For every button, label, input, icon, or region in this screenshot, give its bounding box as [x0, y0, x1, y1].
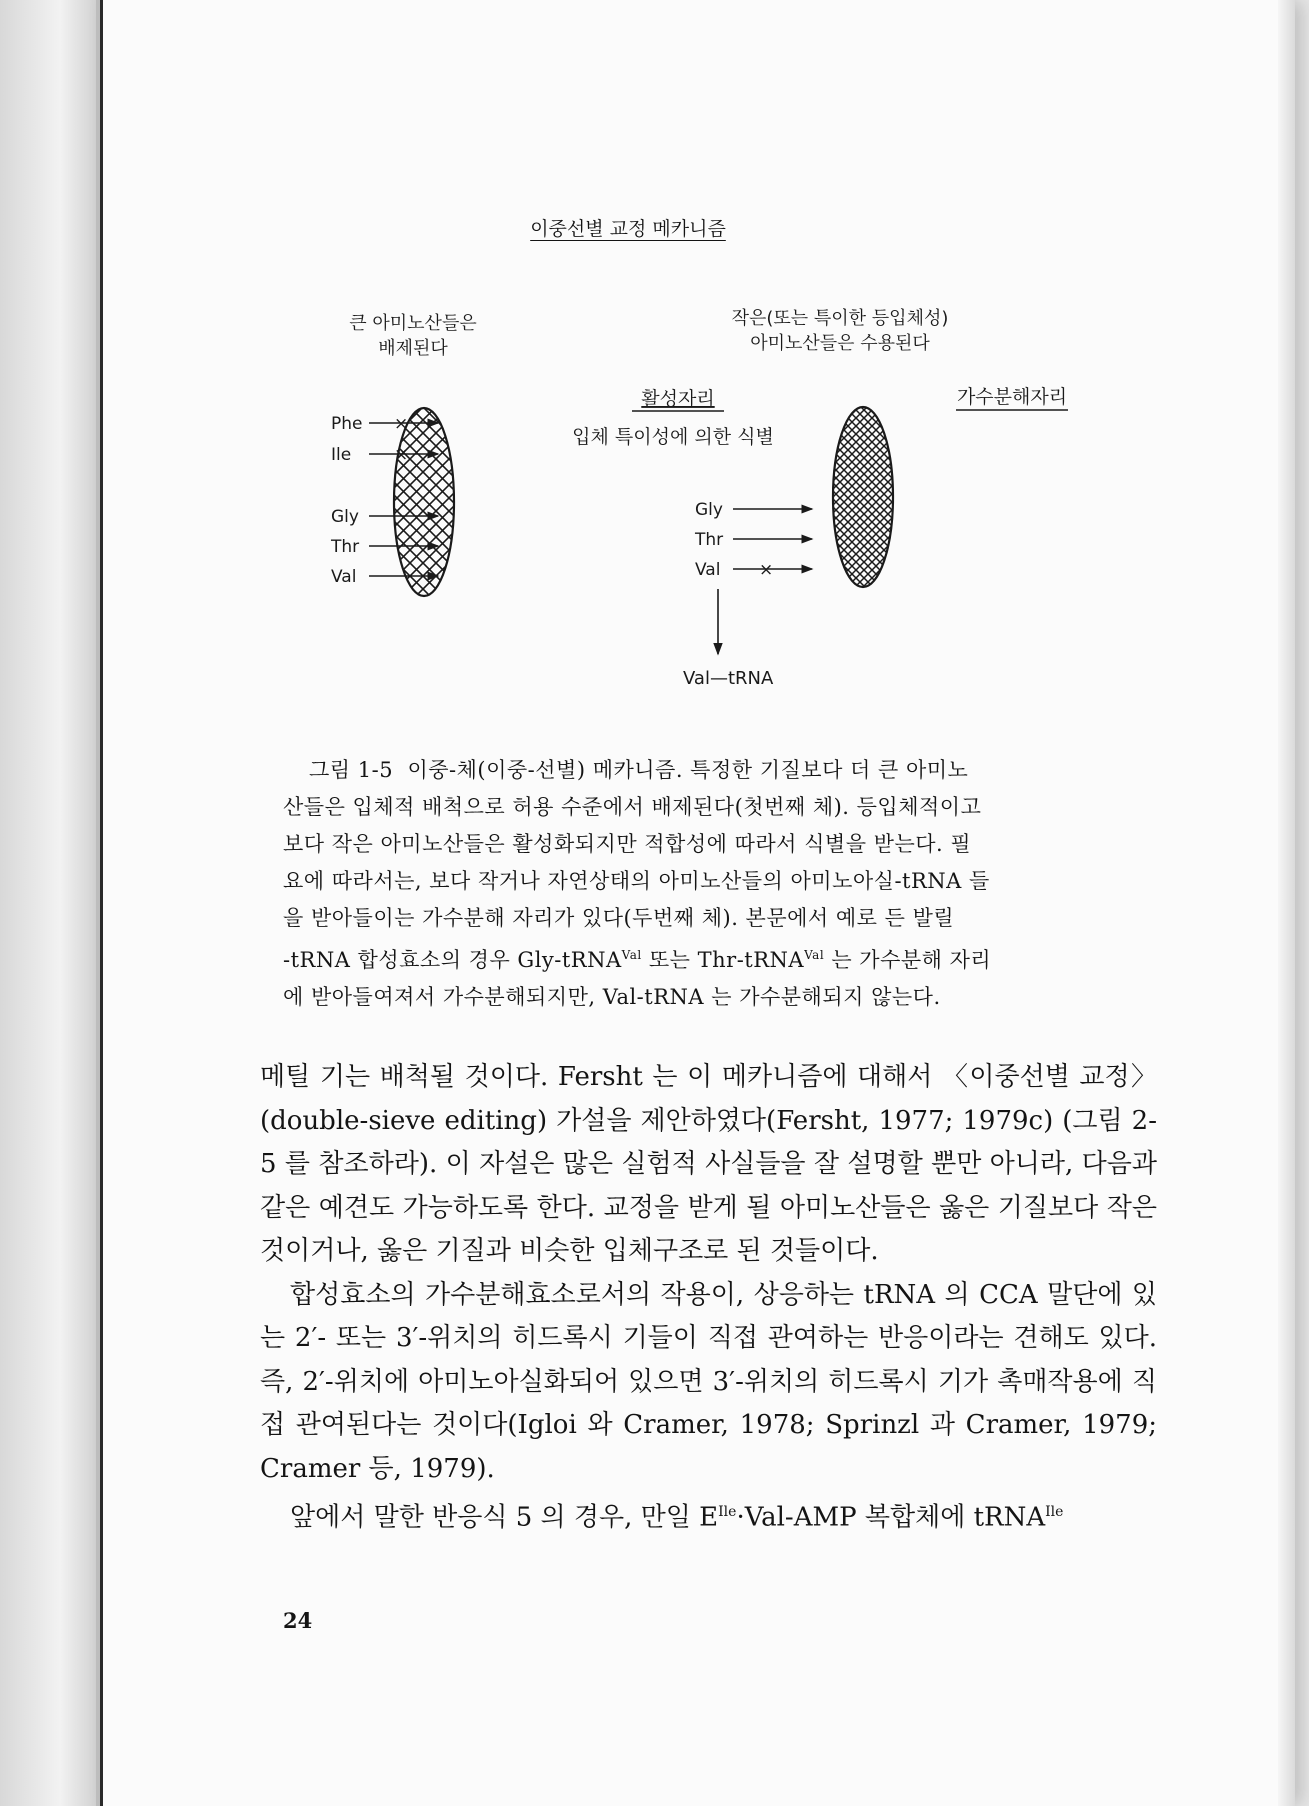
- block-x-right-val: ×: [759, 560, 774, 580]
- paragraph-3: [260, 1491, 1157, 1540]
- hydrolysis-site-sieve: [833, 407, 893, 587]
- left-aa-gly: Gly: [331, 507, 359, 527]
- block-x-phe: ×: [394, 414, 409, 434]
- block-x-ile: ×: [394, 445, 409, 465]
- caption-line-3: 보다 작은 아미노산들은 활성화되지만 적합성에 따라서 식별을 받는다. 필: [283, 832, 972, 856]
- page-number: 24: [283, 1608, 313, 1633]
- caption-line-6: [283, 937, 1143, 979]
- paragraph-2: 합성효소의 가수분해효소로서의 작용이, 상응하는 tRNA 의 CCA 말단에 있는 2′- 또는 3′-위치의 히드록시 기들이 직접 관여하는 반응이라는 견해도 있다. 즉, 2′-위치에 아미노아실화되어 있으면 3′-위치의 히드록시 기가 촉매작용에 직접 관여된다는 것이다(Igloi 와 Cramer, 1978; Sprinzl 과 Cramer, 1979; Cramer 등, 1979).: [260, 1279, 1157, 1484]
- caption-line6-c: 는 가수분해 자리: [824, 948, 992, 972]
- figure-title: 이중선별 교정 메카니즘: [530, 218, 726, 240]
- left-header-line1: 큰 아미노산들은: [349, 313, 477, 334]
- right-aa-thr: Thr: [695, 530, 724, 550]
- caption-sup-val-2: Val: [804, 948, 825, 962]
- caption-label: 그림 1-5: [309, 758, 394, 782]
- caption-line6-b: 또는 Thr-tRNA: [641, 948, 805, 972]
- left-header-line2: 배제된다: [378, 338, 448, 359]
- caption-line-1: [283, 752, 1143, 789]
- page-edge: [1278, 0, 1295, 1806]
- caption-line-4: 요에 따라서는, 보다 작거나 자연상태의 아미노산들의 아미노아실-tRNA 들: [283, 869, 990, 893]
- active-site-sieve: [394, 408, 454, 596]
- paragraph-1: 메틸 기는 배척될 것이다. Fersht 는 이 메카니즘에 대해서 〈이중선별 교정〉(double-sieve editing) 가설을 제안하였다(Fersht, 1977; 1979c) (그림 2-5 를 참조하라). 이 자설은 많은 실험적 사실들을 잘 설명할 뿐만 아니라, 다음과 같은 예견도 가능하도록 한다. 교정을 받게 될 아미노산들은 옳은 기질보다 작은 것이거나, 옳은 기질과 비슷한 입체구조로 된 것들이다.: [260, 1062, 1157, 1266]
- caption-sup-val-1: Val: [621, 948, 642, 962]
- right-aa-val: Val: [695, 560, 721, 580]
- active-site-sub: 입체 특이성에 의한 식별: [572, 426, 774, 448]
- product-label: Val—tRNA: [683, 668, 774, 689]
- right-aa-gly: Gly: [695, 500, 723, 520]
- caption-text-1: 이중-체(이중-선별) 메카니즘. 특정한 기질보다 더 큰 아미노: [407, 758, 969, 782]
- caption-line-2: 산들은 입체적 배척으로 허용 수준에서 배제된다(첫번째 체). 등입체적이고: [283, 795, 982, 819]
- hydrolysis-site-label: 가수분해자리: [956, 386, 1068, 408]
- caption-line-7: 에 받아들여져서 가수분해되지만, Val-tRNA 는 가수분해되지 않는다.: [283, 985, 941, 1009]
- left-aa-ile: Ile: [331, 445, 352, 465]
- double-sieve-diagram: [280, 290, 1140, 710]
- left-aa-thr: Thr: [331, 537, 360, 557]
- para3-b: ·Val-AMP 복합체에 tRNA: [736, 1502, 1046, 1533]
- caption-line6-a: -tRNA 합성효소의 경우 Gly-tRNA: [283, 948, 622, 972]
- left-aa-val: Val: [331, 567, 357, 587]
- para3-a: 앞에서 말한 반응식 5 의 경우, 만일 E: [290, 1502, 719, 1533]
- para3-sup-ile-1: Ile: [718, 1504, 737, 1520]
- right-header-line1: 작은(또는 특이한 등입체성): [731, 308, 949, 329]
- left-aa-phe: Phe: [331, 414, 363, 434]
- body-text: [260, 1056, 1157, 1540]
- para3-sup-ile-2: Ile: [1045, 1504, 1064, 1520]
- right-header-line2: 아미노산들은 수용된다: [750, 333, 930, 354]
- figure-caption: [283, 752, 1143, 1016]
- caption-line-5: 을 받아들이는 가수분해 자리가 있다(두번째 체). 본문에서 예로 든 발릴: [283, 906, 955, 930]
- book-gutter: [0, 0, 100, 1806]
- active-site-label: 활성자리: [641, 388, 715, 410]
